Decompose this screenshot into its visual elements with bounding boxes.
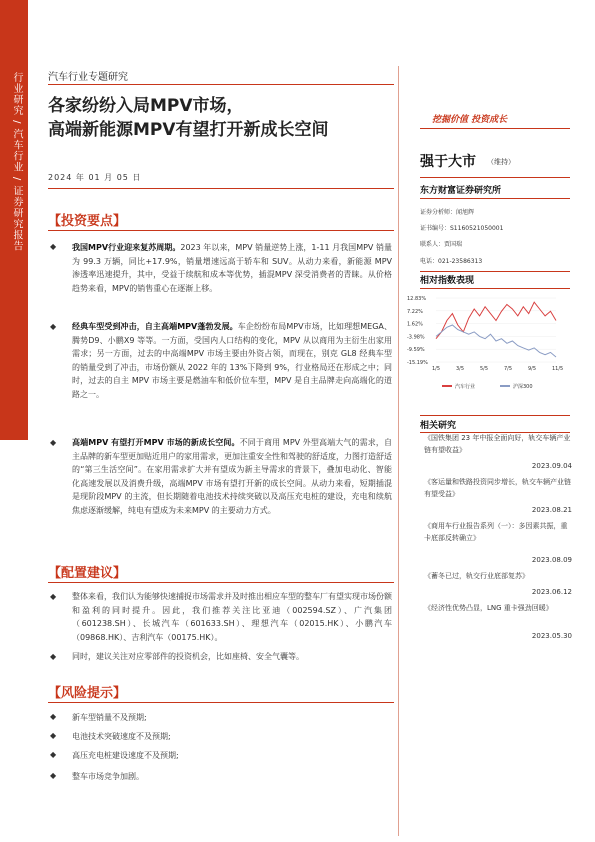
report-category: 汽车行业专题研究: [48, 72, 128, 83]
relative-index-chart: [406, 290, 574, 400]
point-1-text: 2023 年以来，MPV 销量逆势上涨，1-11 月我国MPV 销量为 99.3 万辆，同比+17.9%，销量增速远高于轿车和 SUV。从动力来看，新能源 MPV 渗透率迅速提升，其中，受益于续航和成本等优势，插混MPV 深受消费者的青睐。从价格趋势来看，MPV的销售重心在逐渐上移。: [72, 243, 392, 293]
chart-bottom-divider: [420, 415, 570, 416]
point-1-bold: 我国MPV行业迎来复苏周期。: [72, 243, 181, 252]
rating: 强于大市: [420, 154, 476, 170]
rating-divider: [420, 177, 570, 178]
slogan: 挖掘价值 投资成长: [432, 115, 508, 125]
phone: 电话：021-23586313: [420, 258, 483, 265]
risk-1: 新车型销量不及预期;: [72, 713, 147, 722]
diamond-bullet-icon: ◆: [50, 438, 57, 447]
diamond-bullet-icon: ◆: [50, 731, 57, 740]
x-tick-label: 5/5: [480, 366, 489, 372]
diamond-bullet-icon: ◆: [50, 242, 57, 251]
y-tick-label: 7.22%: [407, 308, 423, 315]
title-line-1: 各家纷纷入局MPV市场，: [48, 96, 244, 116]
ref-3-title: 《商用车行业报告系列（一）：多因素共振，重卡底部反转确立》: [424, 522, 568, 542]
risk-heading: 【风险提示】: [48, 686, 127, 701]
point-1: [72, 241, 392, 295]
x-tick-label: 3/5: [456, 366, 465, 372]
x-tick-label: 1/5: [432, 366, 441, 372]
series-line-2: [436, 325, 556, 357]
diamond-bullet-icon: ◆: [50, 592, 57, 601]
chart-divider: [420, 288, 570, 289]
y-tick-label: -15.19%: [407, 360, 428, 366]
rating-sub: （维持）: [487, 158, 515, 166]
contact: 联系人：贾国瑞: [420, 241, 463, 248]
ref-5-title: 《经济性优势凸显，LNG 重卡强劲回暖》: [424, 604, 553, 612]
risk-divider: [48, 702, 394, 703]
config-1: 整体来看，我们认为能够快速捕捉市场需求并及时推出相应车型的整车厂有望实现市场份额和盈利的同时提升。因此，我们推荐关注比亚迪（002594.SZ）、广汽集团（601238.SH）、长城汽车（601633.SH）、理想汽车（02015.HK）、小鹏汽车（09868.HK）、吉利汽车（00175.HK）。: [72, 592, 392, 642]
title-line-2: 高端新能源MPV有望打开新成长空间: [48, 120, 329, 140]
ref-4-title: 《蓄冬已过，轨交行业底部复苏》: [424, 572, 529, 580]
investment-divider: [48, 230, 394, 231]
risk-2: 电池技术突破速度不及预期;: [72, 732, 171, 741]
x-tick-label: 7/5: [504, 366, 513, 372]
column-separator: [398, 66, 399, 836]
sidebar-text: 行业研究 / 汽车行业 / 证券研究报告: [11, 72, 22, 252]
risk-4: 整车市场竞争加剧。: [72, 772, 144, 781]
license: 证书编号：S1160521050001: [420, 225, 504, 232]
analyst: 证券分析师：闻旭辉: [420, 209, 475, 216]
chart-heading: 相对指数表现: [420, 276, 475, 286]
sidebar: [0, 0, 28, 842]
y-tick-label: -9.59%: [407, 347, 425, 354]
config-divider: [48, 582, 394, 583]
ref-4-date: 2023.06.12: [531, 588, 572, 596]
point-2: [72, 320, 392, 401]
config-heading: 【配置建议】: [48, 566, 127, 581]
ref-2-date: 2023.08.21: [531, 506, 572, 514]
institute: 东方财富证券研究所: [420, 186, 502, 196]
config-2: 同时，建议关注对应零部件的投资机会，比如座椅、安全气囊等。: [72, 652, 304, 661]
investment-heading: 【投资要点】: [48, 214, 127, 229]
point-3-text: 不同于商用 MPV 外型高端大气的需求，自主品牌的新车型更加贴近用户的家用需求，更加注重安全性和驾驶的舒适度，力图打造舒适的“第三生活空间”。在家用需求扩大并有望成为新主导需求的背景下，叠加电动化、智能化高速发展以及消费升级，高端MPV 市场有望打开新的成长空间。从动力来看，短期插混是现阶段MPV 的主流，但长期随着电池技术持续突破以及高压充电桩的建设，充电和续航焦虑逐渐缓解，纯电有望成为未来MPV 的主要动力方式。: [72, 438, 392, 515]
diamond-bullet-icon: ◆: [50, 652, 57, 661]
ref-5-date: 2023.05.30: [531, 632, 572, 640]
x-tick-label: 9/5: [528, 366, 537, 372]
diamond-bullet-icon: ◆: [50, 771, 57, 780]
ref-3-date: 2023.08.09: [531, 556, 572, 564]
header-divider: [48, 84, 394, 85]
point-2-bold: 经典车型受到冲击，自主高端MPV蓬勃发展。: [72, 322, 238, 331]
series-line-1: [436, 302, 556, 339]
ref-1-title: 《国铁集团 23 年中报全面向好，轨交车辆产业链有望收益》: [424, 434, 571, 454]
point-3-bold: 高端MPV 有望打开MPV 市场的新成长空间。: [72, 438, 240, 447]
diamond-bullet-icon: ◆: [50, 750, 57, 759]
diamond-bullet-icon: ◆: [50, 712, 57, 721]
diamond-bullet-icon: ◆: [50, 322, 57, 331]
ref-1-date: 2023.09.04: [531, 462, 572, 470]
legend-label: 沪深300: [513, 384, 533, 390]
date-divider: [48, 188, 394, 189]
y-tick-label: 12.83%: [407, 296, 427, 302]
point-2-text: 车企纷纷布局MPV市场，比如理想MEGA、腾势D9、小鹏X9 等等。一方面，受国内人口结构的变化，MPV 从以商用为主衍生出家用需求；另一方面，过去的中高端MPV 市场主要由外资占领，而现在，别克 GL8 经典车型的销量受到了冲击，市场份额从 2022 年的 13%下降到 9%，行业格局还在形成之中；同时，过去的自主 MPV 市场主要是燃油车和低价位车型，MPV 是自主品牌走向高端化的道路之一。: [72, 322, 393, 399]
report-date: 2024 年 01 月 05 日: [48, 173, 142, 182]
ref-2-title: 《客运量和铁路投资同步增长，轨交车辆产业链有望受益》: [424, 478, 571, 498]
x-tick-label: 11/5: [552, 366, 564, 372]
point-3: [72, 436, 392, 517]
y-tick-label: -3.98%: [407, 334, 425, 341]
risk-3: 高压充电桩建设速度不及预期;: [72, 751, 179, 760]
institute-divider: [420, 198, 570, 199]
y-tick-label: 1.62%: [407, 321, 423, 328]
phone-divider: [420, 271, 570, 272]
slogan-divider: [420, 128, 570, 129]
legend-label: 汽车行业: [455, 384, 476, 390]
refs-heading: 相关研究: [420, 421, 457, 431]
page-title: [48, 94, 398, 142]
